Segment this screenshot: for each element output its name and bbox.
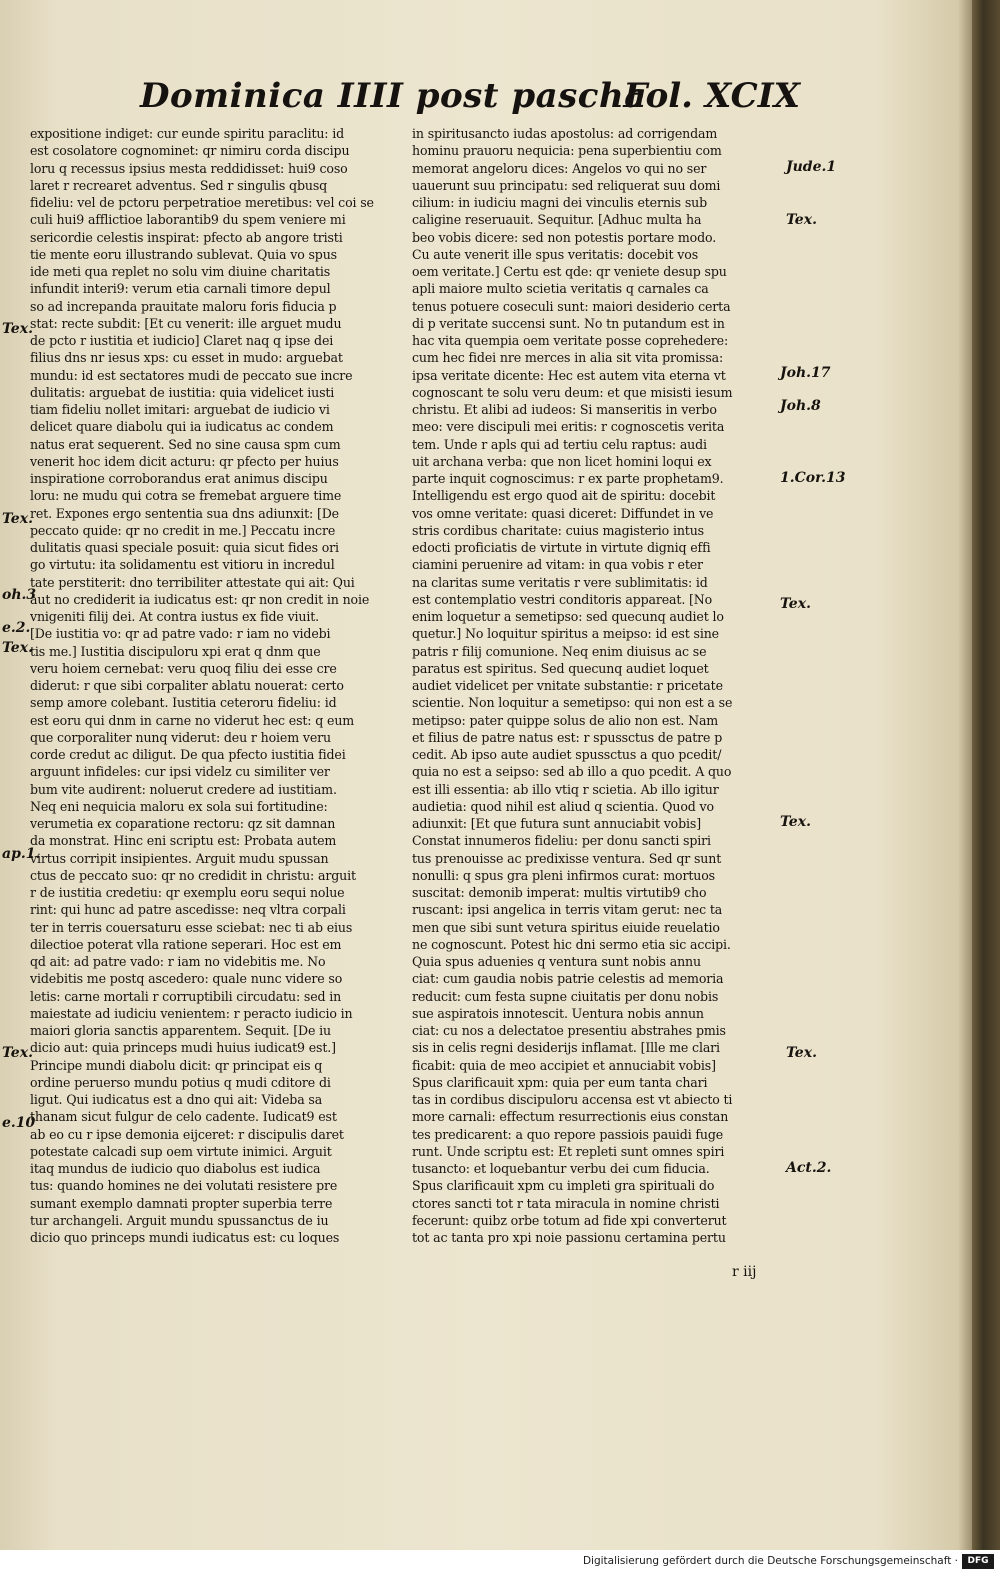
text-line: nonulli: q spus gra pleni infirmos curat: mortuos [412,867,715,883]
text-line: bum vite audirent: noluerut credere ad iustitiam. [30,781,337,797]
text-line: cedit. Ab ipso aute audiet spussctus a quo pcedit/ [412,747,722,762]
text-line: que corporaliter nunq viderut: deu r hoiem veru [30,729,331,745]
text-line: memorat angeloru dices: Angelos vo qui no ser [412,160,707,176]
margin-note: 1.Cor.13 [780,470,846,486]
margin-note: Joh.17 [780,365,831,381]
text-line: beo vobis dicere: sed non potestis portare modo. [412,229,717,245]
text-line: men que sibi sunt vetura spiritus eiuide reuelatio [412,919,720,935]
text-line: uauerunt suu principatu: sed reliquerat suu domi [412,177,721,193]
margin-note: Tex. [780,596,811,612]
dfg-logo: DFG [962,1554,994,1569]
text-line: itaq mundus de iudicio quo diabolus est iudica [30,1161,321,1176]
text-line: de pcto r iustitia et iudicio] Claret naq q ipse dei [30,333,334,348]
margin-note: Joh.8 [780,398,821,414]
text-line: parte inquit cognoscimus: r ex parte prophetam9. [412,471,724,486]
text-line: ciamini peruenire ad vitam: in qua vobis r eter [412,557,703,573]
text-line: peccato quide: qr no credit in me.] Peccatu incre [30,522,336,538]
text-line: venerit hoc idem dicit acturu: qr pfecto per huius [30,453,339,469]
text-line: metipso: pater quippe solus de alio non est. Nam [412,712,719,728]
text-line: paratus est spiritus. Sed quecunq audiet loquet [412,660,709,676]
text-line: audiet videlicet per vnitate substantie: r pricetate [412,678,723,693]
text-line: di p veritate succensi sunt. No tn putandum est in [412,315,725,331]
text-line: thanam sicut fulgur de celo cadente. Iudicat9 est [30,1109,337,1125]
text-line: est illi essentia: ab illo vtiq r scietia. Ab illo igitur [412,781,719,797]
text-line: audietia: quod nihil est aliud q scientia. Quod vo [412,798,714,814]
text-line: dulitatis quasi speciale posuit: quia sicut fides ori [30,540,339,555]
margin-note: Jude.1 [786,159,837,175]
text-line: adiunxit: [Et que futura sunt annuciabit vobis] [412,816,701,831]
text-line: ordine peruerso mundu potius q mudi cditore di [30,1074,331,1090]
text-line: ipsa veritate dicente: Hec est autem vita eterna vt [412,367,726,383]
text-line: quia no est a seipso: sed ab illo a quo pcedit. A quo [412,764,732,780]
page-edge-shadow [958,0,972,1550]
text-line: ficabit: quia de meo accipiet et annuciabit vobis] [412,1057,716,1073]
text-line: filius dns nr iesus xps: cu esset in mudo: arguebat [30,350,343,366]
text-line: vnigeniti filij dei. At contra iustus ex fide viuit. [30,609,320,624]
text-line: ctores sancti tot r tata miracula in nomine christi [412,1195,720,1211]
text-line: semp amore colebant. Iustitia ceteroru fideliu: id [30,695,337,711]
text-line: arguunt infideles: cur ipsi videlz cu similiter ver [30,764,330,780]
book-edge-strip [972,0,1000,1550]
text-line: tie mente eoru illustrando sublevat. Quia vo spus [30,246,337,262]
text-line: tenus potuere coseculi sunt: maiori desiderio certa [412,298,731,314]
text-line: tiam fideliu nollet imitari: arguebat de iudicio vi [30,402,330,417]
text-line: cilium: in iudiciu magni dei vinculis eternis sub [412,195,708,210]
text-line: go virtutu: ita solidamentu est vitioru in incredul [30,557,335,573]
text-line: culi hui9 afflictioe laborantib9 du spem veniere mi [30,212,346,228]
text-line: edocti proficiatis de virtute in virtute digniq effi [412,540,711,555]
text-line: tur archangeli. Arguit mundu spussanctus de iu [30,1212,329,1228]
margin-note: Tex. [786,1045,817,1061]
text-line: potestate calcadi sup oem virtute inimici. Arguit [30,1143,332,1159]
text-line: sumant exemplo damnati propter superbia terre [30,1195,333,1211]
text-line: rint: qui hunc ad patre ascedisse: neq vltra corpali [30,902,346,918]
text-line: mundu: id est sectatores mudi de peccato sue incre [30,367,353,383]
text-column-left [30,125,408,1246]
text-line: ciat: cum gaudia nobis patrie celestis ad memoria [412,971,724,987]
text-line: et filius de patre natus est: r spussctus de patre p [412,729,723,745]
margin-note: Act.2. [786,1160,832,1176]
text-line: r de iustitia credetiu: qr exemplu eoru sequi nolue [30,885,345,900]
margin-note: Tex. [780,814,811,830]
text-line: reducit: cum festa supne ciuitatis per donu nobis [412,988,719,1004]
text-line: loru: ne mudu qui cotra se fremebat arguere time [30,488,342,504]
text-line: sue aspiratois innotescit. Uentura nobis annun [412,1005,704,1021]
text-line: ctus de peccato suo: qr no credidit in christu: arguit [30,867,356,883]
text-line: cum hec fidei nre merces in alia sit vita promissa: [412,350,724,366]
text-line: christu. Et alibi ad iudeos: Si manseritis in verbo [412,402,717,417]
text-line: da monstrat. Hinc eni scriptu est: Probata autem [30,833,337,849]
text-line: stris cordibus charitate: cuius magisterio intus [412,522,704,538]
text-line: uit archana verba: que non licet homini loqui ex [412,453,712,469]
text-line: virtus corripit insipientes. Arguit mudu spussan [30,850,329,866]
text-line: expositione indiget: cur eunde spiritu paraclitu: id [30,126,345,141]
text-line: ret. Expones ergo sententia sua dns adiunxit: [De [30,505,339,521]
text-line: Constat innumeros fideliu: per donu sancti spiri [412,833,711,849]
text-line: aut no crediderit ia iudicatus est: qr non credit in noie [30,591,370,607]
text-line: tot ac tanta pro xpi noie passionu certamina pertu [412,1230,726,1245]
text-line: hominu prauoru nequicia: pena superbientiu com [412,143,722,159]
text-line: verumetia ex coparatione rectoru: qz sit damnan [30,816,336,831]
text-line: meo: vere discipuli mei eritis: r cognoscetis verita [412,419,725,435]
text-line: dulitatis: arguebat de iustitia: quia videlicet iusti [30,384,335,400]
text-line: in spiritusancto iudas apostolus: ad corrigendam [412,126,718,141]
text-line: dilectioe poterat vlla ratione seperari. Hoc est em [30,936,342,952]
margin-note: Tex. [2,1045,33,1061]
margin-note: e.2. [2,620,31,636]
text-line: [De iustitia vo: qr ad patre vado: r iam no videbi [30,626,331,642]
text-line: tusancto: et loquebantur verbu dei cum fiducia. [412,1161,710,1176]
text-line: delicet quare diabolu qui ia iudicatus ac condem [30,419,334,435]
text-line: more carnali: effectum resurrectionis eius constan [412,1109,729,1125]
text-line: videbitis me postq ascedero: quale nunc videre so [30,971,343,987]
text-line: tis me.] Iustitia discipuloru xpi erat q dnm que [30,643,321,659]
running-title: Dominica IIII post pascha [140,76,647,116]
text-column-right [412,125,790,1246]
text-line: ligut. Qui iudicatus est a dno qui ait: Videba sa [30,1092,323,1107]
text-line: tus: quando homines ne dei volutati resistere pre [30,1178,338,1194]
text-line: diderut: r que sibi corpaliter ablatu nouerat: certo [30,678,344,693]
text-line: cognoscant te solu veru deum: et que misisti iesum [412,384,733,400]
text-line: ciat: cu nos a delectatoe presentiu abstrahes pmis [412,1023,726,1038]
text-line: letis: carne mortali r corruptibili circudatu: sed in [30,988,342,1004]
text-line: natus erat sequerent. Sed no sine causa spm cum [30,436,341,452]
text-line: tus prenouisse ac predixisse ventura. Sed qr sunt [412,850,722,866]
text-line: tem. Unde r apls qui ad tertiu celu raptus: audi [412,436,707,452]
text-line: est cosolatore cognominet: qr nimiru corda discipu [30,143,350,159]
text-line: Spus clarificauit xpm: quia per eum tanta chari [412,1074,708,1090]
text-line: fideliu: vel de pctoru perpetratioe meretibus: vel coi se [30,195,374,210]
text-line: apli maiore multo scietia veritatis q carnales ca [412,281,709,297]
footer-bar [0,1550,1000,1574]
text-line: suscitat: demonib imperat: multis virtutib9 cho [412,885,707,900]
text-line: tate perstiterit: dno terribiliter attestate qui ait: Qui [30,574,355,590]
text-line: vos omne veritate: quasi diceret: Diffundet in ve [412,505,714,521]
text-line: scientie. Non loquitur a semetipso: qui non est a se [412,695,733,711]
text-line: enim loquetur a semetipso: sed quecunq audiet lo [412,609,724,624]
text-line: infundit interi9: verum etia carnali timore depul [30,281,331,297]
margin-note: Tex. [786,212,817,228]
text-line: maiestate ad iudiciu venientem: r peracto iudicio in [30,1005,353,1021]
text-line: inspiratione corroborandus erat animus discipu [30,471,328,486]
text-line: na claritas sume veritatis r vere sublimitatis: id [412,574,708,590]
signature-mark: r iij [732,1264,757,1280]
text-line: tas in cordibus discipuloru accensa est vt abiecto ti [412,1092,733,1107]
text-line: dicio quo princeps mundi iudicatus est: cu loques [30,1230,340,1245]
text-line: patris r filij comunione. Neq enim diuisus ac se [412,643,707,659]
text-line: Principe mundi diabolu dicit: qr principat eis q [30,1057,323,1073]
margin-note: ap.1. [2,846,41,862]
text-line: Spus clarificauit xpm cu impleti gra spirituali do [412,1178,715,1194]
text-line: ter in terris couersaturu esse sciebat: nec ti ab eius [30,919,353,935]
text-line: dicio aut: quia princeps mudi huius iudicat9 est.] [30,1040,336,1056]
funding-credit: Digitalisierung gefördert durch die Deutsche Forschungsgemeinschaft · [582,1555,958,1567]
text-line: Neq eni nequicia maloru ex sola sui fortitudine: [30,798,328,814]
text-line: fecerunt: quibz orbe totum ad fide xpi converterut [412,1212,727,1228]
margin-note: oh.3 [2,587,37,603]
text-line: laret r recrearet adventus. Sed r singulis qbusq [30,177,328,193]
text-line: runt. Unde scriptu est: Et repleti sunt omnes spiri [412,1143,725,1159]
folio-number: Fol. XCIX [623,76,800,116]
text-line: corde credut ac diligut. De qua pfecto iustitia fidei [30,747,346,762]
text-line: Cu aute venerit ille spus veritatis: docebit vos [412,246,699,262]
text-line: ne cognoscunt. Potest hic dni sermo etia sic accipi. [412,936,731,952]
margin-note: Tex. [2,321,33,337]
text-line: est contemplatio vestri conditoris appareat. [No [412,591,713,607]
text-line: est eoru qui dnm in carne no viderut hec est: q eum [30,712,355,728]
margin-note: Tex. [2,511,33,527]
margin-note: e.10 [2,1115,36,1131]
text-line: Quia spus aduenies q ventura sunt nobis annu [412,954,701,969]
text-line: ide meti qua replet no solu vim diuine charitatis [30,264,331,279]
text-line: so ad increpanda prauitate maloru foris fiducia p [30,298,337,314]
text-line: qd ait: ad patre vado: r iam no videbitis me. No [30,954,326,969]
running-head [140,76,800,120]
text-line: veru hoiem cernebat: veru quoq filiu dei esse cre [30,660,337,676]
text-line: stat: recte subdit: [Et cu venerit: ille arguet mudu [30,315,342,331]
text-line: tes predicarent: a quo repore passiois pauidi fuge [412,1126,724,1142]
margin-note: Tex. [2,640,33,656]
text-line: Intelligendu est ergo quod ait de spiritu: docebit [412,488,716,504]
text-line: ruscant: ipsi angelica in terris vitam gerut: nec ta [412,902,723,918]
text-line: sericordie celestis inspirat: pfecto ab angore tristi [30,229,343,245]
text-line: caligine reseruauit. Sequitur. [Adhuc multa ha [412,212,702,228]
text-line: loru q recessus ipsius mesta reddidisset: hui9 coso [30,160,348,176]
text-line: ab eo cu r ipse demonia eijceret: r discipulis daret [30,1126,344,1142]
text-line: sis in celis regni desiderijs inflamat. [Ille me clari [412,1040,720,1056]
text-line: quetur.] No loquitur spiritus a meipso: id est sine [412,626,719,642]
text-line: oem veritate.] Certu est qde: qr veniete desup spu [412,264,727,279]
text-line: maiori gloria sanctis apparentem. Sequit. [De iu [30,1023,331,1038]
text-line: hac vita quempia oem veritate posse coprehedere: [412,333,729,348]
